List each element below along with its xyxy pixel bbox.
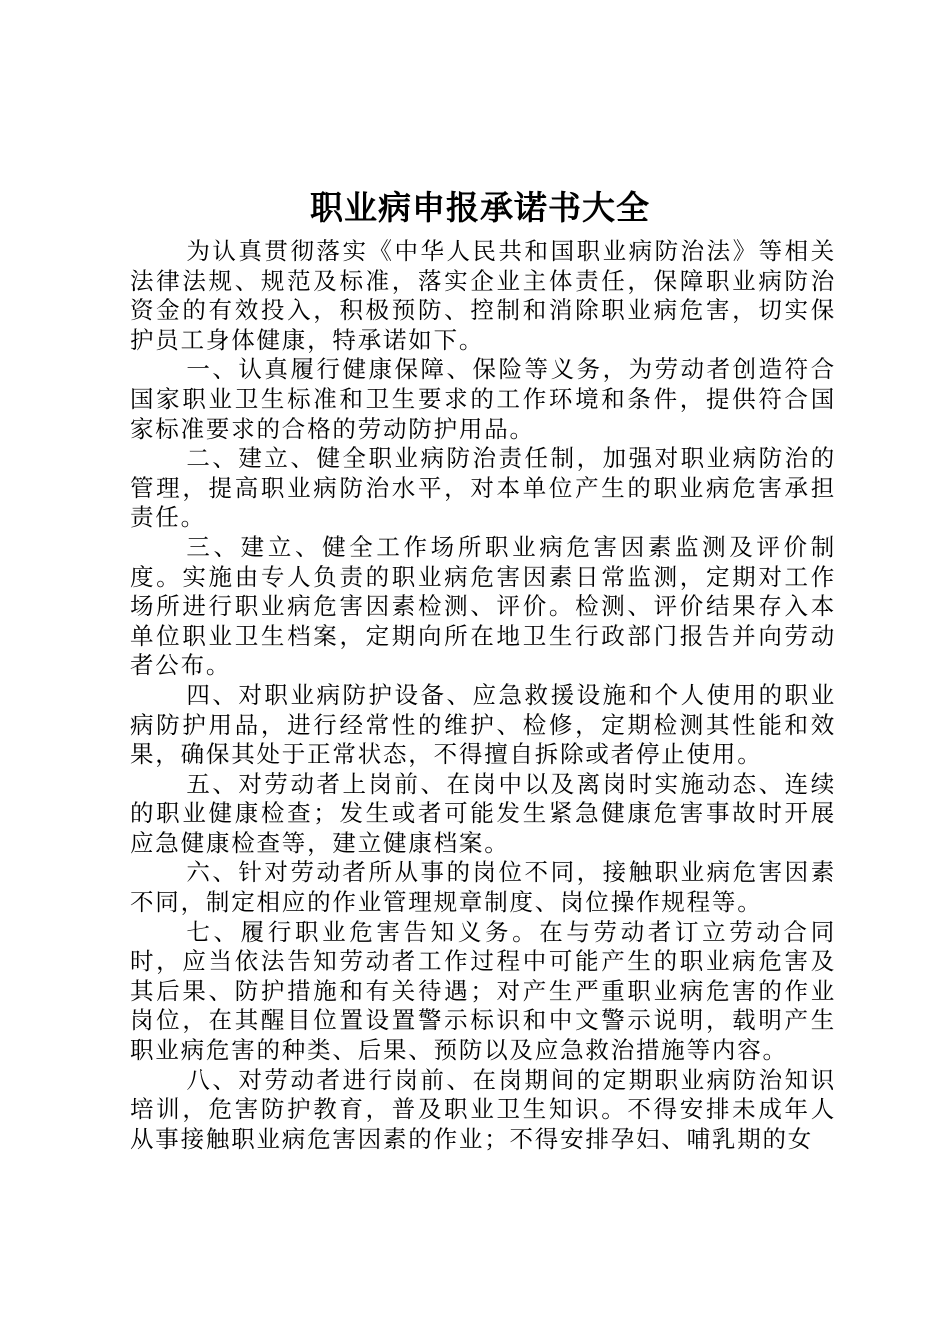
paragraph-item-4: 四、对职业病防护设备、应急救援设施和个人使用的职业病防护用品，进行经常性的维护、检修，定期检测其性能和效果，确保其处于正常状态，不得擅自拆除或者停止使用。 [130, 680, 836, 769]
paragraph-item-7: 七、履行职业危害告知义务。在与劳动者订立劳动合同时，应当依法告知劳动者工作过程中可能产生的职业病危害及其后果、防护措施和有关待遇；对产生严重职业病危害的作业岗位，在其醒目位置设置警示标识和中文警示说明，载明产生职业病危害的种类、后果、预防以及应急救治措施等内容。 [130, 917, 836, 1065]
paragraph-item-6: 六、针对劳动者所从事的岗位不同，接触职业病危害因素不同，制定相应的作业管理规章制度、岗位操作规程等。 [130, 858, 836, 917]
document-title: 职业病申报承诺书大全 [310, 188, 650, 227]
paragraph-item-5: 五、对劳动者上岗前、在岗中以及离岗时实施动态、连续的职业健康检查；发生或者可能发生紧急健康危害事故时开展应急健康检查等，建立健康档案。 [130, 769, 836, 857]
paragraph-intro: 为认真贯彻落实《中华人民共和国职业病防治法》等相关法律法规、规范及标准，落实企业主体责任，保障职业病防治资金的有效投入，积极预防、控制和消除职业病危害，切实保护员工身体健康，特承诺如下。 [130, 237, 836, 354]
document-body [130, 237, 836, 1154]
paragraph-item-8: 八、对劳动者进行岗前、在岗期间的定期职业病防治知识培训，危害防护教育，普及职业卫生知识。不得安排未成年人从事接触职业病危害因素的作业；不得安排孕妇、哺乳期的女 [130, 1065, 836, 1153]
paragraph-item-2: 二、建立、健全职业病防治责任制，加强对职业病防治的管理，提高职业病防治水平，对本单位产生的职业病危害承担责任。 [130, 444, 836, 532]
paragraph-item-1: 一、认真履行健康保障、保险等义务，为劳动者创造符合国家职业卫生标准和卫生要求的工作环境和条件，提供符合国家标准要求的合格的劳动防护用品。 [130, 355, 836, 443]
paragraph-item-3: 三、建立、健全工作场所职业病危害因素监测及评价制度。实施由专人负责的职业病危害因素日常监测，定期对工作场所进行职业病危害因素检测、评价。检测、评价结果存入本单位职业卫生档案，定期向所在地卫生行政部门报告并向劳动者公布。 [130, 532, 836, 680]
